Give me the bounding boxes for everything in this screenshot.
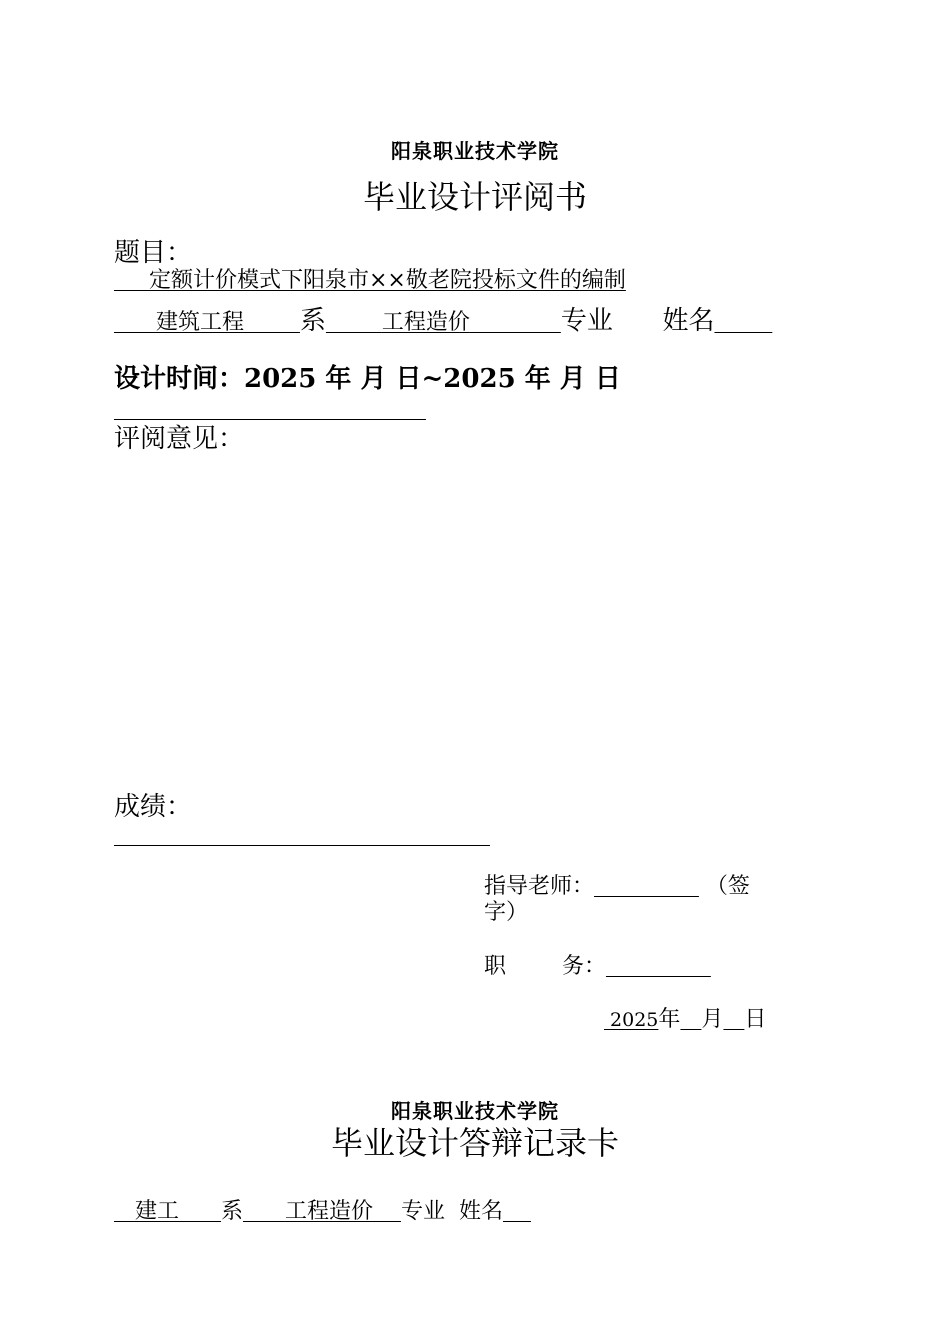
major-suffix: 专业 [560,306,613,336]
advisor-label: 指导老师： [484,874,595,899]
position-row [484,956,711,978]
divider [114,419,426,420]
department-suffix: 系 [299,306,326,336]
topic-label: 题目： [114,238,193,268]
advisor-row [484,876,750,898]
opinion-label: 评阅意见： [114,424,245,454]
grade-label: 成绩： [114,792,193,822]
major-value: 工程造价 [381,310,470,335]
name-label: 姓名 [662,306,715,336]
school-name: 阳泉职业技术学院 [391,139,559,163]
grade-line [114,845,490,846]
sign-open: （签 [705,874,750,899]
topic-value: 定额计价模式下阳泉市××敬老院投标文件的编制 [148,268,626,293]
sign-close: 字） [484,900,529,925]
defense-major: 工程造价 [284,1199,373,1224]
position-blank [606,954,711,979]
defense-department-major-line: 建工 系 工程造价 专业 姓名 [134,1199,503,1224]
defense-school-name: 阳泉职业技术学院 [391,1099,559,1123]
review-date: 2025年 月 日 [610,1007,767,1032]
position-label: 职 务： [484,954,606,979]
department-major-line [114,308,772,334]
defense-name-label: 姓名 [458,1199,503,1224]
design-time: 设计时间：2025 年 月 日~2025 年 月 日 [114,364,621,394]
defense-department: 建工 [134,1199,179,1224]
defense-title: 毕业设计答辩记录卡 [330,1124,619,1162]
department-value: 建筑工程 [155,310,244,335]
advisor-signature-blank [594,874,699,899]
page-title: 毕业设计评阅书 [362,178,587,216]
date-year: 2025 [610,1009,659,1031]
